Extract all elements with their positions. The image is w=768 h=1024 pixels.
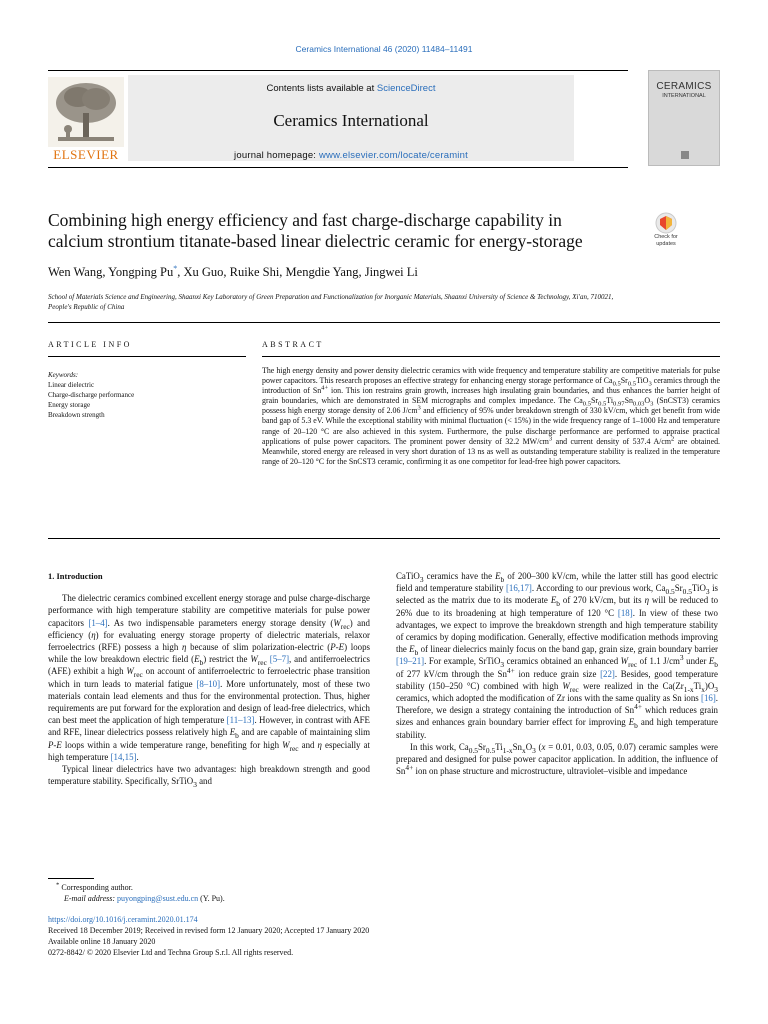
received-dates: Received 18 December 2019; Received in revised form 12 January 2020; Accepted 17 January 2020: [48, 926, 370, 935]
citation-link[interactable]: [14,15]: [110, 751, 137, 762]
keyword-item: Charge-discharge performance: [48, 391, 135, 399]
elsevier-tree-icon: [48, 77, 124, 147]
footnote: [48, 882, 225, 904]
citation-link[interactable]: [5–7]: [269, 654, 290, 665]
intro-column-right: [396, 570, 718, 777]
citation-link[interactable]: [8–10]: [196, 678, 221, 689]
author-list: Wen Wang, Yongping Pu*, Xu Guo, Ruike Shi, Mengdie Yang, Jingwei Li: [48, 263, 418, 279]
journal-header-box: [128, 75, 574, 161]
contents-line: Contents lists available at ScienceDirect: [266, 83, 436, 94]
keyword-item: Energy storage: [48, 401, 91, 409]
sciencedirect-link[interactable]: ScienceDirect: [376, 83, 436, 94]
article-metadata: [48, 914, 369, 958]
citation-link[interactable]: [16,17]: [505, 583, 532, 594]
check-for-updates-badge[interactable]: [648, 212, 684, 258]
journal-title: Ceramics International: [273, 111, 429, 130]
check-for-updates-label: Check for updates: [654, 234, 678, 247]
homepage-link[interactable]: www.elsevier.com/locate/ceramint: [318, 150, 468, 161]
crossmark-icon: [648, 212, 684, 234]
journal-homepage: journal homepage: www.elsevier.com/locate/ceramint: [234, 150, 468, 161]
paragraph: CaTiO$_3$ ceramics have the $E_b$ of 200–300 kV/cm, while the latter still has good electric field and temperature stability [16,17]. According to our previous work, $Ca_{0.5}Sr_{0.5}TiO_3$ is selected as the matrix due to its moderate $E_b$ of 270 kV/cm, but its η will be reduced to 26% due to its broadening at high temperature of 120 °C [18]. In view of these two advantages, we expect to improve the breakdown strength and high temperature stability of ceramics by doping modification. Generally, effective modification methods improving the $E_b$ of linear dielecrics mainly focus on the band gap, grain size, grain boundary barrier [19–21]. For example, SrTiO$_3$ ceramics obtained an enhanced $W_{rec}$ of 1.1 $J/cm^3$ under $E_b$ of 277 kV/cm through the $Sn^{4+}$ ion reduce grain size [22]. Besides, good temperature stability (150–250 °C) combined with high $W_{rec}$ were realized in the $Ca(Zr_{1-x}Ti_x)O_3$ ceramics, which adopted the modification of Zr ions with the same quality as Sn ions [16]. Therefore, we design a strategy containing the introduction of $Sn^{4+}$ which reduces grain sizes and enhances grain boundary barrier effect for improving $E_b$ and high temperature stability.: [396, 571, 719, 740]
email-note: E-mail address: puyongping@sust.edu.cn (Y. Pu).: [64, 894, 225, 903]
available-online: Available online 18 January 2020: [48, 937, 156, 946]
divider: [48, 322, 720, 323]
citation-link[interactable]: [18]: [617, 607, 633, 618]
intro-column-left: [48, 570, 371, 790]
elsevier-wordmark: ELSEVIER: [53, 147, 119, 162]
footnote-divider: [48, 878, 94, 879]
keyword-item: Breakdown strength: [48, 411, 105, 419]
section-heading: 1. Introduction: [48, 571, 103, 581]
divider: [48, 538, 720, 539]
divider: [262, 356, 720, 357]
divider: [48, 356, 246, 357]
article-title: Combining high energy efficiency and fast charge-discharge capability in calcium strontium titanate-based linear dielectric ceramic for energy-storage: [48, 210, 583, 251]
corresponding-note: * Corresponding author.: [56, 881, 133, 892]
paragraph: Typical linear dielectrics have two advantages: high breakdown strength and good temperature stability. Specifically, SrTiO$_3$ and: [48, 764, 370, 790]
abstract-text: The high energy density and power density dielectric ceramics with wide frequency and temperature stability are competitive materials for pulse power capacitors. This research proposes an effective strategy for enhancing energy storage performance of $Ca_{0.5}Sr_{0.5}TiO_3$ ceramics through the introduction of $Sn^{4+}$ ion. This ion restrains grain growth, increases high insulating grain boundaries, and thus enhances the barrier height of grain boundaries, which are demonstrated in SEM micrographs and complex impedance. The $Ca_{0.5}Sr_{0.5}Ti_{0.97}Sn_{0.03}O_3$ (SnCST3) ceramics possess high energy storage density of 2.06 $J/cm^3$ and efficiency of 95% under breakdown strength of 330 kV/cm, which get benefit from wide band gap of 5.3 eV. While the exceptional stability with minimal fluctuation (< 15%) in the wide frequency range of 1–1000 Hz and temperature range of 20–120 °C are also achieved in this system. Furthermore, the pulse discharge performance are performed to appraise practical applications of pulse power capacitors. The prominent power density of 32.2 $MW/cm^3$ and current density of 537.4 $A/cm^2$ are obtained. Meanwhile, stored energy are released in very short duration of 13 ns as well as outstanding temperature stability is realized in the temperature range of 20–120 °C for the SnCST3 ceramic, confirming it as one competitor for lead-free high power capacitors.: [262, 366, 720, 466]
elsevier-logo: [48, 77, 124, 163]
copyright: 0272-8842/ © 2020 Elsevier Ltd and Techna Group S.r.l. All rights reserved.: [48, 948, 294, 957]
citation-link[interactable]: [1–4]: [88, 617, 108, 628]
doi-link[interactable]: https://doi.org/10.1016/j.ceramint.2020.01.174: [48, 915, 198, 924]
abstract-heading: ABSTRACT: [262, 340, 324, 349]
article-info-heading: ARTICLE INFO: [48, 340, 132, 349]
email-link[interactable]: puyongping@sust.edu.cn: [117, 894, 199, 903]
keywords-block: [48, 370, 134, 420]
paragraph: The dielectric ceramics combined excellent energy storage and pulse charge-discharge performance with high temperature stability are competitive materials for pulse power capacitors [1–4]. As two indispensable parameters energy storage density $(W_{rec})$ and efficiency (η) for evaluating energy storage property of dielectric materials, relaxor ferroelectrics (RFE) possess a high η because of slim polarization-electric (P-E) loops while the low breakdown electric field $(E_b)$ restrict the $W_{rec}$ [5–7], and antiferroelectrics (AFE) exhibit a high $W_{rec}$ on account of antiferroelectric to ferroelectric phase transition which in turn leads to material fatigue [8–10]. More unfortunately, most of these two materials contain lead elements and thus for the environmental protection. Thus, higher requirements are put forward for the exploration and design of lead-free dielectrics, which can best meet the application of high temperature [11–13]. However, in contrast with AFE and RFE, linear dielectrics possess relatively high $E_b$ and are capable of maintaining slim P-E loops within a wide temperature range, benefiting for high $W_{rec}$ and η especially at high temperature [14,15].: [48, 593, 371, 762]
paragraph: In this work, $Ca_{0.5}Sr_{0.5}Ti_{1-x}Sn_xO_3$ (x = 0.01, 0.03, 0.05, 0.07) ceramic samples were prepared and designed for pulse power capacitor application. In addition, the influence of $Sn^{4+}$ ion on phase structure and microstructure, ultraviolet–visible and impedance: [396, 741, 718, 777]
journal-reference[interactable]: Ceramics International 46 (2020) 11484–11491: [295, 44, 473, 54]
journal-header: [48, 70, 628, 168]
corresponding-author-mark[interactable]: *: [173, 263, 178, 273]
citation-link[interactable]: [16]: [700, 693, 716, 704]
cover-subtitle: INTERNATIONAL: [662, 93, 706, 99]
cover-title: CERAMICS: [656, 81, 712, 92]
keyword-item: Linear dielectric: [48, 381, 95, 389]
citation-link[interactable]: [19–21]: [396, 656, 425, 667]
journal-cover-thumbnail[interactable]: [648, 70, 720, 166]
citation-link[interactable]: [22]: [600, 668, 615, 679]
keywords-label: Keywords:: [48, 371, 79, 379]
affiliation: School of Materials Science and Engineering, Shaanxi Key Laboratory of Green Preparation and Functionalization for Inorganic Materials, Shaanxi University of Science & Technology, Xi'an, 710021, People's Republic of China: [48, 293, 614, 311]
citation-link[interactable]: [11–13]: [226, 715, 255, 726]
cover-emblem-icon: [679, 149, 691, 161]
